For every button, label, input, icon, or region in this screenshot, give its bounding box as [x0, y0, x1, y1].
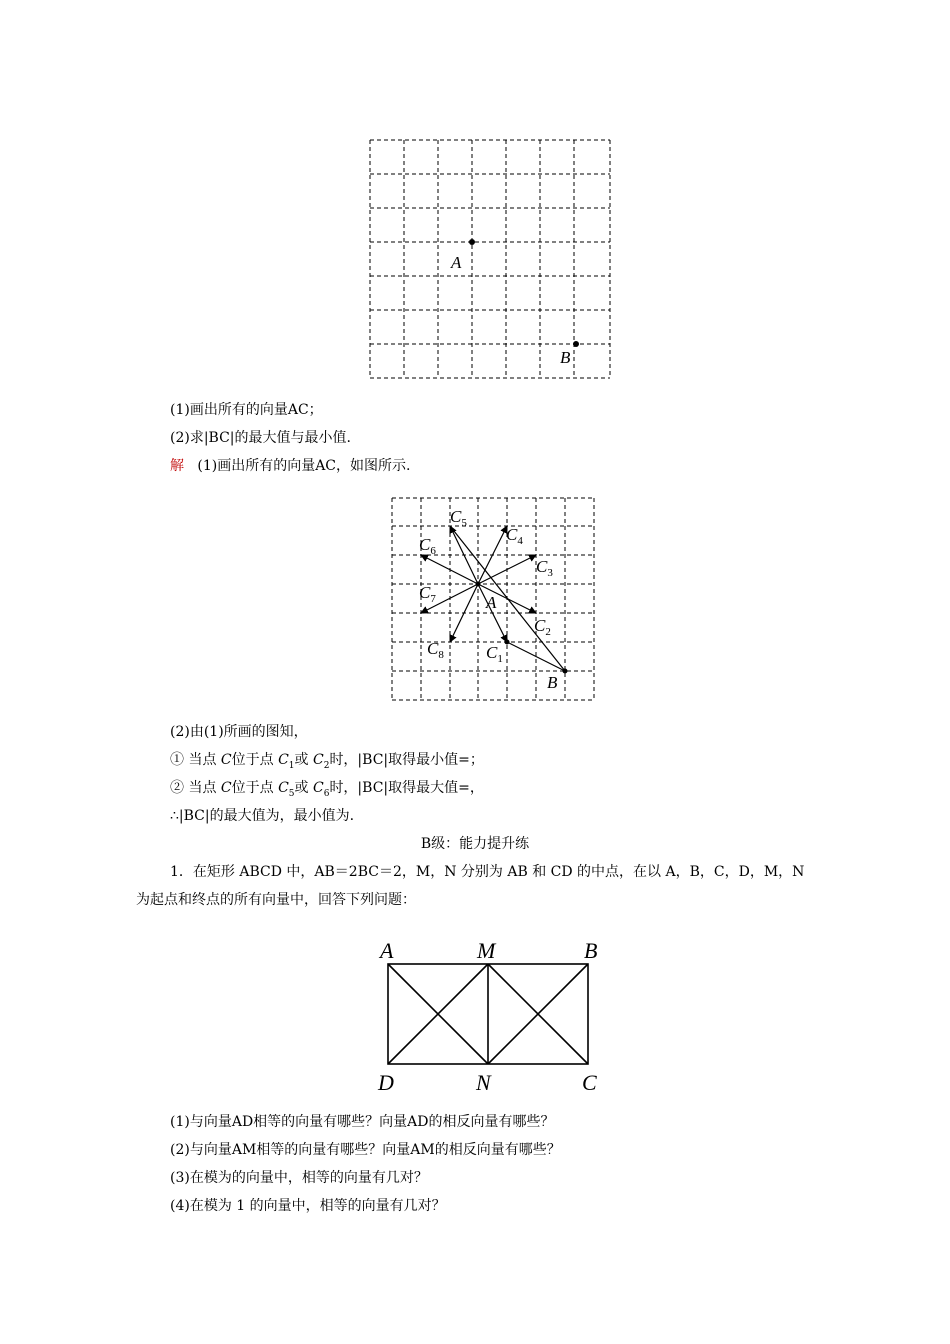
- label-b: B: [547, 673, 558, 692]
- label-a: A: [451, 253, 462, 272]
- point-a: [476, 582, 481, 587]
- label-a: A: [380, 938, 394, 963]
- solution-item-2: ② 当点 C位于点 $C_5$或 $C_6$时，|BC|取得最大值=，: [170, 780, 484, 799]
- label-c1: $C_1$: [486, 643, 503, 665]
- grid-figure-2: [374, 486, 610, 716]
- grid-figure-1: [364, 132, 616, 384]
- problem-1-line-1: 1．在矩形 ABCD 中，AB＝2BC＝2，M，N 分别为 AB 和 CD 的中点，在以 A，B，C，D，M，N: [170, 864, 805, 880]
- label-c2: $C_2$: [534, 616, 551, 638]
- vector-ac6: [421, 555, 478, 584]
- label-c3: $C_3$: [536, 557, 553, 579]
- vector-ac3: [478, 555, 536, 584]
- point-b: [563, 669, 568, 674]
- point-a: [469, 239, 475, 245]
- point-b: [573, 341, 579, 347]
- solution-1: [170, 456, 410, 476]
- label-c5: $C_5$: [450, 507, 467, 529]
- rectangle-figure: [364, 918, 624, 1104]
- rect-question-1: (1)与向量AD相等的向量有哪些？向量AD的相反向量有哪些？: [170, 1114, 555, 1130]
- label-c: C: [582, 1070, 597, 1095]
- point-c1: [505, 640, 510, 645]
- vector-ac5: [450, 526, 478, 584]
- label-b: B: [584, 938, 598, 963]
- label-b: B: [560, 348, 571, 367]
- section-heading: B级：能力提升练: [420, 836, 530, 852]
- question-1: (1)画出所有的向量AC；: [170, 402, 323, 418]
- question-2: (2)求|BC|的最大值与最小值.: [170, 430, 351, 446]
- label-c6: $C_6$: [419, 535, 436, 557]
- vector-ac8: [450, 584, 478, 642]
- solution-tag: 解: [170, 458, 184, 474]
- problem-1-line-2: 为起点和终点的所有向量中，回答下列问题：: [136, 892, 416, 908]
- rect-question-3: (3)在模为的向量中，相等的向量有几对？: [170, 1170, 428, 1186]
- therefore-line: ∴|BC|的最大值为，最小值为.: [170, 808, 355, 824]
- label-c4: $C_4$: [506, 525, 523, 547]
- label-c7: $C_7$: [419, 583, 436, 605]
- solution-1-text: (1)画出所有的向量AC，如图所示.: [197, 458, 411, 474]
- label-d: D: [378, 1070, 394, 1095]
- rect-question-4: (4)在模为 1 的向量中，相等的向量有几对？: [170, 1198, 446, 1214]
- label-a: A: [486, 593, 497, 612]
- label-c8: $C_8$: [427, 639, 444, 661]
- vector-ac4: [478, 526, 507, 584]
- solution-2: (2)由(1)所画的图知，: [170, 724, 308, 740]
- rect-question-2: (2)与向量AM相等的向量有哪些？向量AM的相反向量有哪些？: [170, 1142, 561, 1158]
- solution-item-1: ① 当点 C位于点 $C_1$或 $C_2$时，|BC|取得最小值=；: [170, 752, 484, 771]
- label-m: M: [477, 938, 496, 963]
- label-n: N: [476, 1070, 491, 1095]
